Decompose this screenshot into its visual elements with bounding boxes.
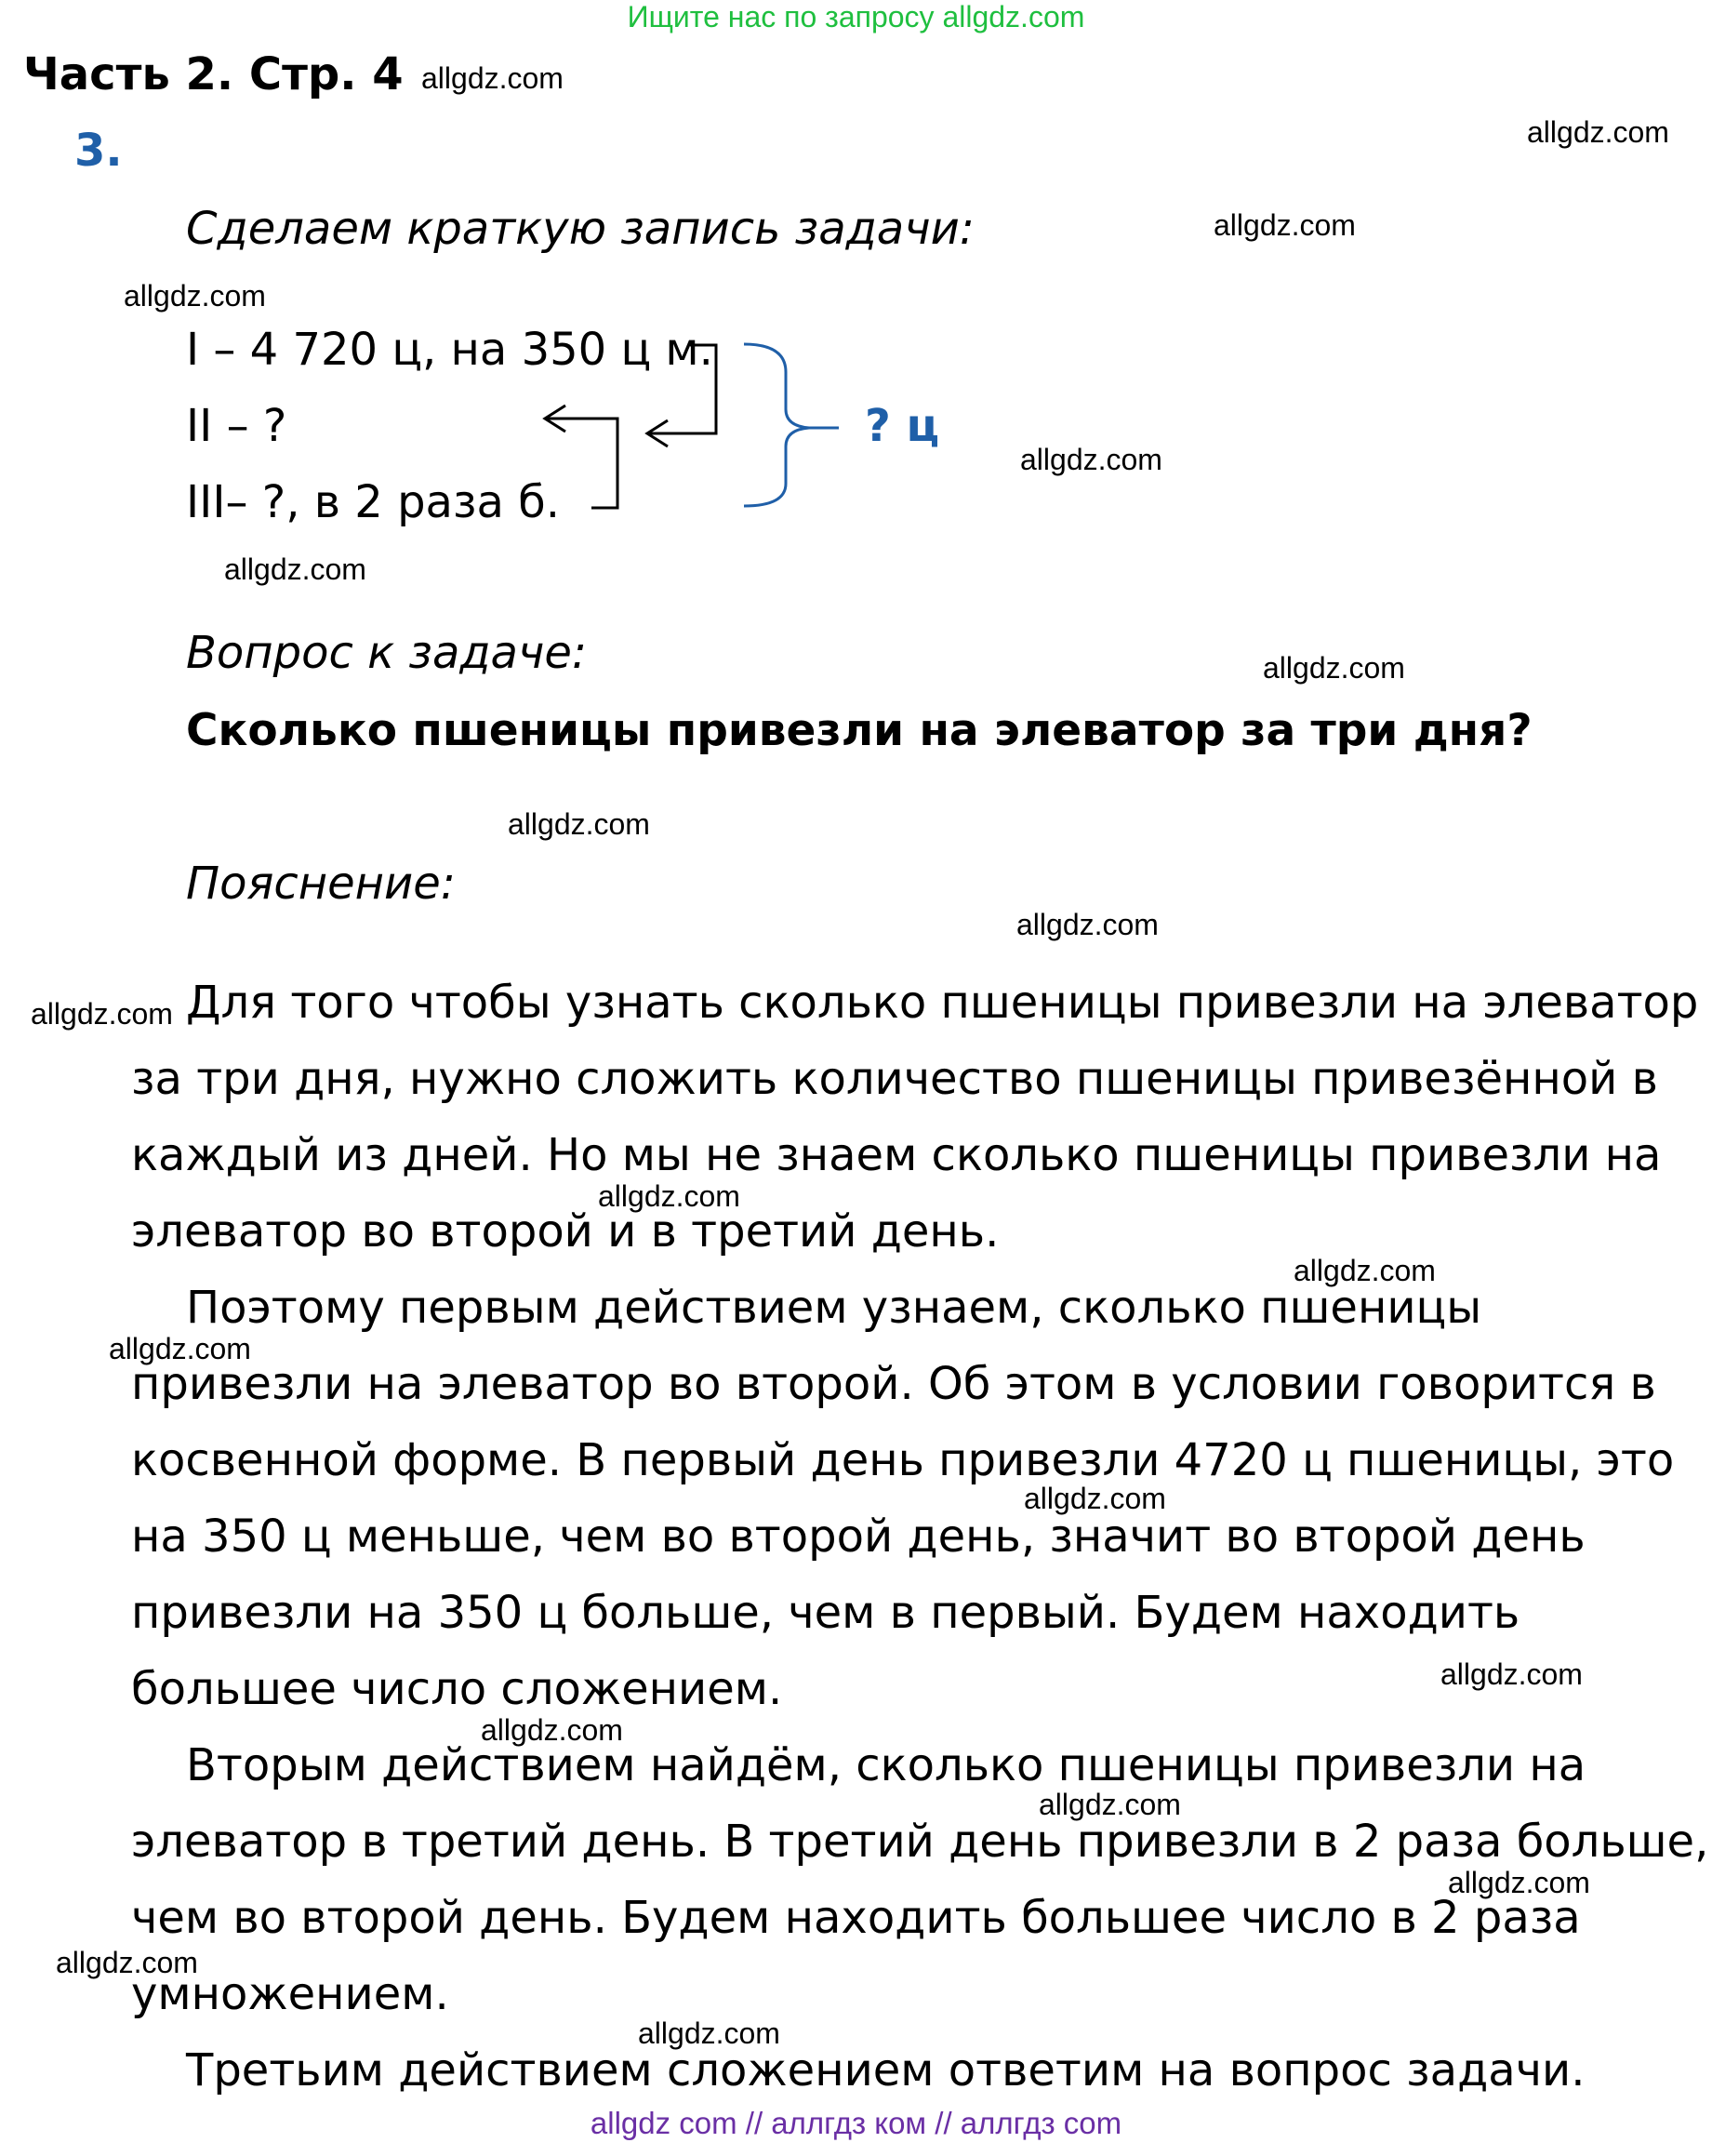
paragraph-line: на 350 ц меньше, чем во второй день, значит во второй день (131, 1511, 1586, 1563)
watermark: allgdz.com (1263, 651, 1405, 685)
question-text: Сколько пшеницы привезли на элеватор за три дня? (186, 705, 1533, 756)
explanation-label: Пояснение: (186, 858, 456, 910)
paragraph-line: Третьим действием сложением ответим на вопрос задачи. (186, 2044, 1586, 2096)
curly-brace (744, 344, 809, 506)
top-banner: Ищите нас по запросу allgdz.com (627, 0, 1085, 33)
paragraph-line: умножением. (131, 1968, 449, 2020)
arrow-row3-to-row2 (545, 419, 617, 508)
watermark: allgdz.com (1024, 1482, 1166, 1515)
paragraph-line: за три дня, нужно сложить количество пшеницы привезённой в (131, 1053, 1658, 1105)
watermark: allgdz.com (1294, 1254, 1436, 1287)
paragraph-line: Поэтому первым действием узнаем, сколько пшеницы (186, 1282, 1482, 1334)
watermark: allgdz.com (1527, 115, 1669, 149)
footer-links: allgdz com // аллгдз ком // аллгдз com (590, 2106, 1122, 2140)
watermark: allgdz.com (1440, 1657, 1583, 1691)
note-row-2: II – ? (186, 400, 287, 452)
paragraph-line: привезли на элеватор во второй. Об этом в условии говорится в (131, 1358, 1656, 1410)
paragraph-line: косвенной форме. В первый день привезли 4720 ц пшеницы, это (131, 1434, 1675, 1486)
paragraph-line: Вторым действием найдём, сколько пшеницы привезли на (186, 1739, 1586, 1791)
watermark: allgdz.com (1020, 443, 1162, 476)
question-label: Вопрос к задаче: (186, 627, 588, 679)
watermark: allgdz.com (508, 807, 650, 841)
watermark: allgdz.com (1448, 1866, 1590, 1899)
watermark: allgdz.com (124, 279, 266, 313)
watermark: allgdz.com (638, 2016, 780, 2050)
watermark: allgdz.com (1016, 908, 1159, 941)
arrow-row1-to-row2 (647, 345, 716, 433)
note-row-1: I – 4 720 ц, на 350 ц м. (186, 324, 713, 376)
watermark: allgdz.com (598, 1179, 740, 1213)
page-heading: Часть 2. Стр. 4 (23, 48, 404, 100)
watermark: allgdz.com (224, 552, 366, 586)
watermark: allgdz.com (109, 1332, 251, 1365)
paragraph-line: каждый из дней. Но мы не знаем сколько пшеницы привезли на (131, 1129, 1662, 1181)
watermark: allgdz.com (421, 61, 564, 95)
paragraph-line: элеватор в третий день. В третий день привезли в 2 раза больше, (131, 1816, 1709, 1868)
note-row-3: III– ?, в 2 раза б. (186, 476, 560, 528)
watermark: allgdz.com (56, 1946, 198, 1979)
watermark: allgdz.com (31, 997, 173, 1031)
watermark: allgdz.com (1039, 1788, 1181, 1821)
task-number: 3. (74, 125, 123, 177)
watermark: allgdz.com (481, 1713, 623, 1747)
total-unknown: ? ц (865, 400, 940, 452)
paragraph-line: большее число сложением. (131, 1663, 783, 1715)
paragraph-line: чем во второй день. Будем находить большее число в 2 раза (131, 1892, 1581, 1944)
paragraph-line: Для того чтобы узнать сколько пшеницы привезли на элеватор (186, 977, 1699, 1029)
watermark: allgdz.com (1214, 208, 1356, 242)
paragraph-line: привезли на 350 ц больше, чем в первый. Будем находить (131, 1587, 1520, 1639)
paragraph-line: элеватор во второй и в третий день. (131, 1205, 1000, 1258)
short-note-label: Сделаем краткую запись задачи: (186, 203, 975, 255)
